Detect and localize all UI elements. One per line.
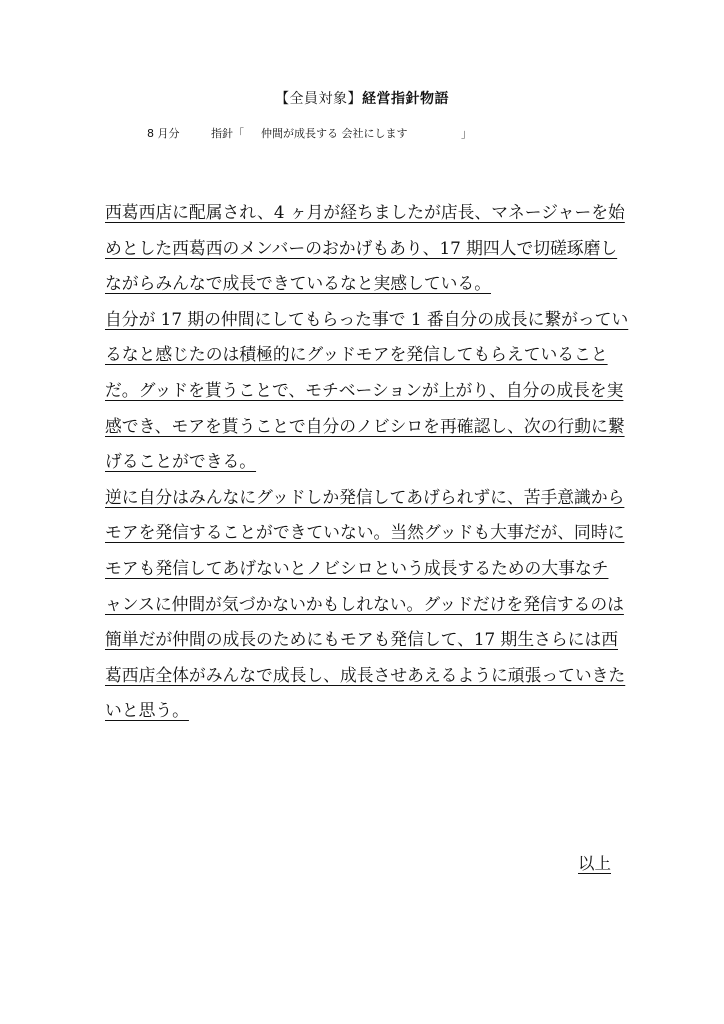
- body-line: 感でき、モアを貰うことで自分のノビシロを再確認し、次の行動に繋: [105, 415, 625, 436]
- body-line: げることができる。: [105, 451, 257, 472]
- body-line: めとした西葛西のメンバーのおかげもあり、17 期四人で切磋琢磨し: [105, 237, 618, 258]
- body-line: ャンスに仲間が気づかないかもしれない。グッドだけを発信するのは: [105, 593, 624, 614]
- body-line: 西葛西店に配属され、4 ヶ月が経ちましたが店長、マネージャーを始: [105, 202, 625, 222]
- closing-mark: 以上: [578, 854, 611, 873]
- policy-close: 」: [461, 127, 472, 140]
- body-line: だ。グッドを貰うことで、モチベーションが上がり、自分の成長を実: [105, 379, 624, 400]
- body-line: ながらみんなで成長できているなと実感している。: [105, 273, 491, 294]
- body-line: 逆に自分はみんなにグッドしか発信してあげられずに、苦手意識から: [105, 486, 625, 507]
- body-line: 自分が 17 期の仲間にしてもらった事で 1 番自分の成長に繋がってい: [105, 308, 629, 329]
- body-line: るなと感じたのは積極的にグッドモアを発信してもらえていること: [105, 344, 608, 365]
- policy-text: 仲間が成長する 会社にします: [261, 127, 408, 140]
- body-line: モアも発信してあげないとノビシロという成長するための大事なチ: [105, 557, 609, 578]
- month-label: 8 月分: [147, 127, 180, 140]
- page-title: 経営指針物語: [362, 91, 449, 107]
- body-line: 簡単だが仲間の成長のためにもモアも発信して、17 期生さらには西: [105, 629, 619, 650]
- policy-label: 指針「: [211, 127, 244, 140]
- body-line: いと思う。: [105, 700, 189, 721]
- audience-label: 【全員対象】: [275, 91, 362, 107]
- body-line: 葛西店全体がみんなで成長し、成長させあえるように頑張っていきた: [105, 664, 626, 685]
- body-line: モアを発信することができていない。当然グッドも大事だが、同時に: [105, 522, 625, 543]
- essay-body: [105, 195, 631, 729]
- document-title: [0, 88, 724, 108]
- policy-header: [147, 125, 587, 141]
